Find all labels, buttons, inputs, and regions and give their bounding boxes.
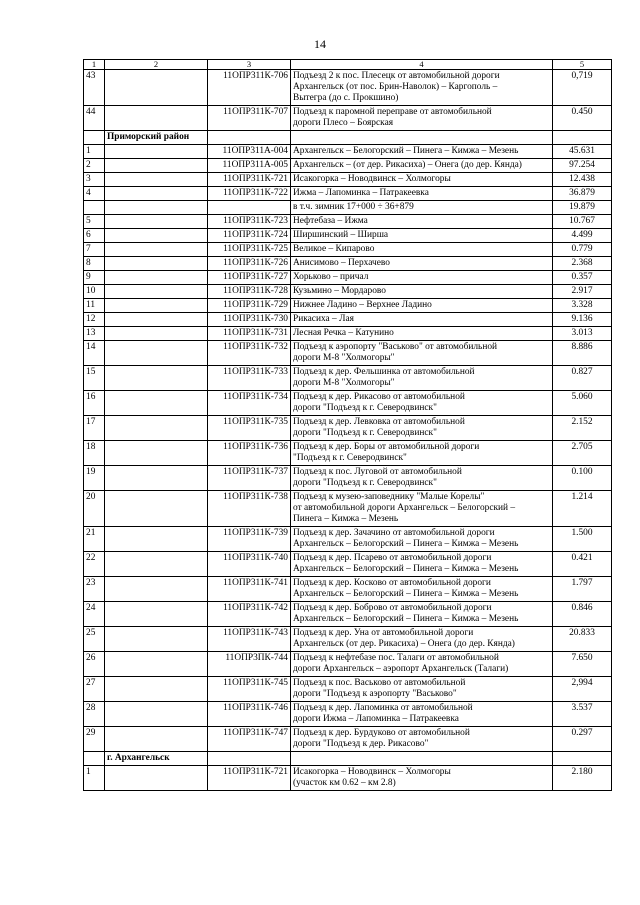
- district-cell: [105, 271, 208, 285]
- row-number: 22: [84, 552, 105, 577]
- road-name: в т.ч. зимник 17+000 ÷ 36+879: [291, 201, 553, 215]
- table-row: [84, 70, 612, 106]
- road-name: Хорьково – причал: [291, 271, 553, 285]
- district-cell: [105, 187, 208, 201]
- district-cell: [105, 341, 208, 366]
- empty-cell: [84, 131, 105, 145]
- road-length: 12.438: [553, 173, 612, 187]
- district-cell: [105, 527, 208, 552]
- table-row: [84, 552, 612, 577]
- header-cell: 2: [105, 60, 208, 70]
- row-number: 9: [84, 271, 105, 285]
- row-number: 16: [84, 391, 105, 416]
- table-row: [84, 257, 612, 271]
- road-code: 11ОПР311К-746: [208, 702, 291, 727]
- section-row: [84, 752, 612, 766]
- road-name: Исакогорка – Новодвинск – Холмогоры (участок км 0.62 – км 2.8): [291, 766, 553, 791]
- row-number: 17: [84, 416, 105, 441]
- header-cell: 3: [208, 60, 291, 70]
- district-cell: [105, 159, 208, 173]
- district-cell: [105, 70, 208, 106]
- road-name: Подъезд к нефтебазе пос. Талаги от автомобильной дороги Архангельск – аэропорт Архангельск (Талаги): [291, 652, 553, 677]
- row-number: 24: [84, 602, 105, 627]
- table-row: [84, 313, 612, 327]
- row-number: 7: [84, 243, 105, 257]
- district-cell: [105, 243, 208, 257]
- table-row: [84, 243, 612, 257]
- row-number: 1: [84, 766, 105, 791]
- road-length: 2.917: [553, 285, 612, 299]
- road-code: 11ОПР311К-722: [208, 187, 291, 201]
- road-code: 11ОПР311К-728: [208, 285, 291, 299]
- table-row: [84, 527, 612, 552]
- table-row: [84, 491, 612, 527]
- road-length: 9.136: [553, 313, 612, 327]
- district-cell: [105, 366, 208, 391]
- road-name: Рикасиха – Лая: [291, 313, 553, 327]
- section-title: г. Архангельск: [105, 752, 208, 766]
- table-row: [84, 766, 612, 791]
- empty-cell: [208, 752, 291, 766]
- row-number: 2: [84, 159, 105, 173]
- road-length: 36.879: [553, 187, 612, 201]
- table-row: [84, 366, 612, 391]
- district-cell: [105, 299, 208, 313]
- road-name: Кузьмино – Мордарово: [291, 285, 553, 299]
- road-code: 11ОПР311К-736: [208, 441, 291, 466]
- road-length: 2.705: [553, 441, 612, 466]
- district-cell: [105, 766, 208, 791]
- road-code: 11ОПР311К-739: [208, 527, 291, 552]
- road-code: 11ОПР311К-741: [208, 577, 291, 602]
- row-number: 21: [84, 527, 105, 552]
- district-cell: [105, 257, 208, 271]
- table-row: [84, 187, 612, 201]
- page-number: 14: [314, 37, 326, 51]
- road-length: 10.767: [553, 215, 612, 229]
- road-length: 1.500: [553, 527, 612, 552]
- table-row: [84, 201, 612, 215]
- district-cell: [105, 416, 208, 441]
- road-length: 1.797: [553, 577, 612, 602]
- district-cell: [105, 466, 208, 491]
- road-code: 11ОПР311К-743: [208, 627, 291, 652]
- table-row: [84, 341, 612, 366]
- row-number: 27: [84, 677, 105, 702]
- table-row: [84, 215, 612, 229]
- road-name: Подъезд 2 к пос. Плесецк от автомобильной дороги Архангельск (от пос. Брин-Наволок) – Каргополь – Вытегра (до с. Прокшино): [291, 70, 553, 106]
- road-code: 11ОПР311К-747: [208, 727, 291, 752]
- road-name: Ширшинский – Ширша: [291, 229, 553, 243]
- road-name: Подъезд к аэропорту "Васьково" от автомобильной дороги М-8 "Холмогоры": [291, 341, 553, 366]
- row-number: 8: [84, 257, 105, 271]
- road-code: 11ОПР311К-706: [208, 70, 291, 106]
- table-row: [84, 327, 612, 341]
- road-code: 11ОПР311К-742: [208, 602, 291, 627]
- road-length: 3.013: [553, 327, 612, 341]
- road-length: 0.827: [553, 366, 612, 391]
- road-length: 20.833: [553, 627, 612, 652]
- district-cell: [105, 313, 208, 327]
- district-cell: [105, 145, 208, 159]
- row-number: 6: [84, 229, 105, 243]
- road-length: 2.180: [553, 766, 612, 791]
- row-number: 18: [84, 441, 105, 466]
- table-row: [84, 627, 612, 652]
- road-length: 3.328: [553, 299, 612, 313]
- empty-cell: [291, 131, 553, 145]
- row-number: 29: [84, 727, 105, 752]
- road-code: 11ОПР311К-745: [208, 677, 291, 702]
- road-name: Анисимово – Перхачево: [291, 257, 553, 271]
- district-cell: [105, 552, 208, 577]
- district-cell: [105, 106, 208, 131]
- road-code: 11ОПР311А-004: [208, 145, 291, 159]
- district-cell: [105, 702, 208, 727]
- road-code: 11ОПР311К-724: [208, 229, 291, 243]
- empty-cell: [291, 752, 553, 766]
- road-name: Лесная Речка – Катунино: [291, 327, 553, 341]
- table-row: [84, 727, 612, 752]
- road-code: 11ОПР311К-740: [208, 552, 291, 577]
- row-number: 28: [84, 702, 105, 727]
- road-code: 11ОПР311К-729: [208, 299, 291, 313]
- district-cell: [105, 577, 208, 602]
- row-number: 23: [84, 577, 105, 602]
- road-length: 45.631: [553, 145, 612, 159]
- section-title: Приморский район: [105, 131, 208, 145]
- row-number: 5: [84, 215, 105, 229]
- empty-cell: [84, 752, 105, 766]
- row-number: 44: [84, 106, 105, 131]
- road-name: Подъезд к дер. Боры от автомобильной дороги "Подъезд к г. Северодвинск": [291, 441, 553, 466]
- road-length: 2,994: [553, 677, 612, 702]
- row-number: 12: [84, 313, 105, 327]
- empty-cell: [553, 131, 612, 145]
- row-number: 10: [84, 285, 105, 299]
- road-code: 11ОПР311К-733: [208, 366, 291, 391]
- road-name: Подъезд к дер. Бурдуково от автомобильной дороги "Подъезд к дер. Рикасово": [291, 727, 553, 752]
- road-name: Подъезд к дер. Зачачино от автомобильной дороги Архангельск – Белогорский – Пинега – Кимжа – Мезень: [291, 527, 553, 552]
- table-row: [84, 106, 612, 131]
- table-row: [84, 271, 612, 285]
- road-length: 0.100: [553, 466, 612, 491]
- road-length: 0.421: [553, 552, 612, 577]
- road-code: 11ОПР311К-738: [208, 491, 291, 527]
- road-code: 11ОПР311К-730: [208, 313, 291, 327]
- district-cell: [105, 491, 208, 527]
- road-code: [208, 201, 291, 215]
- table-row: [84, 652, 612, 677]
- district-cell: [105, 652, 208, 677]
- road-name: Великое – Кипарово: [291, 243, 553, 257]
- district-cell: [105, 627, 208, 652]
- road-length: 3.537: [553, 702, 612, 727]
- district-cell: [105, 229, 208, 243]
- table-row: [84, 441, 612, 466]
- road-length: 19.879: [553, 201, 612, 215]
- table-row: [84, 602, 612, 627]
- district-cell: [105, 285, 208, 299]
- table-row: [84, 466, 612, 491]
- road-code: 11ОПР311К-707: [208, 106, 291, 131]
- table-row: [84, 145, 612, 159]
- empty-cell: [553, 752, 612, 766]
- road-length: 8.886: [553, 341, 612, 366]
- row-number: 13: [84, 327, 105, 341]
- row-number: 25: [84, 627, 105, 652]
- road-code: 11ОПР311А-005: [208, 159, 291, 173]
- road-code: 11ОПР311К-735: [208, 416, 291, 441]
- road-name: Нижнее Ладино – Верхнее Ладино: [291, 299, 553, 313]
- row-number: 1: [84, 145, 105, 159]
- row-number: 43: [84, 70, 105, 106]
- row-number: 20: [84, 491, 105, 527]
- district-cell: [105, 441, 208, 466]
- road-name: Подъезд к дер. Косково от автомобильной дороги Архангельск – Белогорский – Пинега – Кимжа – Мезень: [291, 577, 553, 602]
- road-code: 11ОПР311К-725: [208, 243, 291, 257]
- table-row: [84, 677, 612, 702]
- road-name: Нефтебаза – Ижма: [291, 215, 553, 229]
- district-cell: [105, 677, 208, 702]
- row-number: 11: [84, 299, 105, 313]
- roads-table: [83, 59, 612, 791]
- road-name: Подъезд к дер. Фельшинка от автомобильной дороги М-8 "Холмогоры": [291, 366, 553, 391]
- road-length: 7.650: [553, 652, 612, 677]
- road-name: Архангельск – Белогорский – Пинега – Кимжа – Мезень: [291, 145, 553, 159]
- road-name: Подъезд к дер. Лапоминка от автомобильной дороги Ижма – Лапоминка – Патракеевка: [291, 702, 553, 727]
- road-name: Ижма – Лапоминка – Патракеевка: [291, 187, 553, 201]
- road-length: 2.152: [553, 416, 612, 441]
- road-length: 4.499: [553, 229, 612, 243]
- road-name: Подъезд к пос. Васьково от автомобильной дороги "Подъезд к аэропорту "Васьково": [291, 677, 553, 702]
- header-cell: 4: [291, 60, 553, 70]
- row-number: [84, 201, 105, 215]
- road-length: 0.357: [553, 271, 612, 285]
- table-row: [84, 299, 612, 313]
- row-number: 14: [84, 341, 105, 366]
- table-row: [84, 285, 612, 299]
- empty-cell: [208, 131, 291, 145]
- road-length: 0.846: [553, 602, 612, 627]
- road-code: 11ОПР311К-727: [208, 271, 291, 285]
- road-code: 11ОПР311К-726: [208, 257, 291, 271]
- road-code: 11ОПР3ПК-744: [208, 652, 291, 677]
- road-name: Подъезд к дер. Рикасово от автомобильной дороги "Подъезд к г. Северодвинск": [291, 391, 553, 416]
- header-cell: 1: [84, 60, 105, 70]
- road-length: 97.254: [553, 159, 612, 173]
- district-cell: [105, 173, 208, 187]
- road-code: 11ОПР311К-734: [208, 391, 291, 416]
- road-length: 5.060: [553, 391, 612, 416]
- road-name: Архангельск – (от дер. Рикасиха) – Онега (до дер. Кянда): [291, 159, 553, 173]
- road-code: 11ОПР311К-731: [208, 327, 291, 341]
- road-name: Подъезд к пос. Луговой от автомобильной дороги "Подъезд к г. Северодвинск": [291, 466, 553, 491]
- district-cell: [105, 391, 208, 416]
- header-row: [84, 60, 612, 70]
- road-name: Подъезд к музею-заповеднику "Малые Корелы" от автомобильной дороги Архангельск – Белогорский – Пинега – Кимжа – Мезень: [291, 491, 553, 527]
- road-code: 11ОПР311К-721: [208, 766, 291, 791]
- table-row: [84, 416, 612, 441]
- table-row: [84, 702, 612, 727]
- road-code: 11ОПР311К-721: [208, 173, 291, 187]
- table-row: [84, 159, 612, 173]
- table-row: [84, 577, 612, 602]
- district-cell: [105, 201, 208, 215]
- road-name: Подъезд к дер. Боброво от автомобильной дороги Архангельск – Белогорский – Пинега – Кимжа – Мезень: [291, 602, 553, 627]
- row-number: 19: [84, 466, 105, 491]
- road-name: Исакогорка – Новодвинск – Холмогоры: [291, 173, 553, 187]
- district-cell: [105, 327, 208, 341]
- road-name: Подъезд к дер. Псарево от автомобильной дороги Архангельск – Белогорский – Пинега – Кимжа – Мезень: [291, 552, 553, 577]
- table-row: [84, 173, 612, 187]
- road-code: 11ОПР311К-732: [208, 341, 291, 366]
- road-length: 0.779: [553, 243, 612, 257]
- section-row: [84, 131, 612, 145]
- road-name: Подъезд к дер. Левковка от автомобильной дороги "Подъезд к г. Северодвинск": [291, 416, 553, 441]
- district-cell: [105, 727, 208, 752]
- header-cell: 5: [553, 60, 612, 70]
- road-length: 0,719: [553, 70, 612, 106]
- road-length: 0.450: [553, 106, 612, 131]
- table-row: [84, 391, 612, 416]
- road-length: 2.368: [553, 257, 612, 271]
- district-cell: [105, 602, 208, 627]
- road-name: Подъезд к дер. Уна от автомобильной дороги Архангельск (от дер. Рикасиха) – Онега (до дер. Кянда): [291, 627, 553, 652]
- row-number: 4: [84, 187, 105, 201]
- road-length: 0.297: [553, 727, 612, 752]
- road-length: 1.214: [553, 491, 612, 527]
- table-row: [84, 229, 612, 243]
- row-number: 3: [84, 173, 105, 187]
- district-cell: [105, 215, 208, 229]
- road-name: Подъезд к паромной переправе от автомобильной дороги Плесо – Боярская: [291, 106, 553, 131]
- road-code: 11ОПР311К-737: [208, 466, 291, 491]
- row-number: 15: [84, 366, 105, 391]
- road-code: 11ОПР311К-723: [208, 215, 291, 229]
- row-number: 26: [84, 652, 105, 677]
